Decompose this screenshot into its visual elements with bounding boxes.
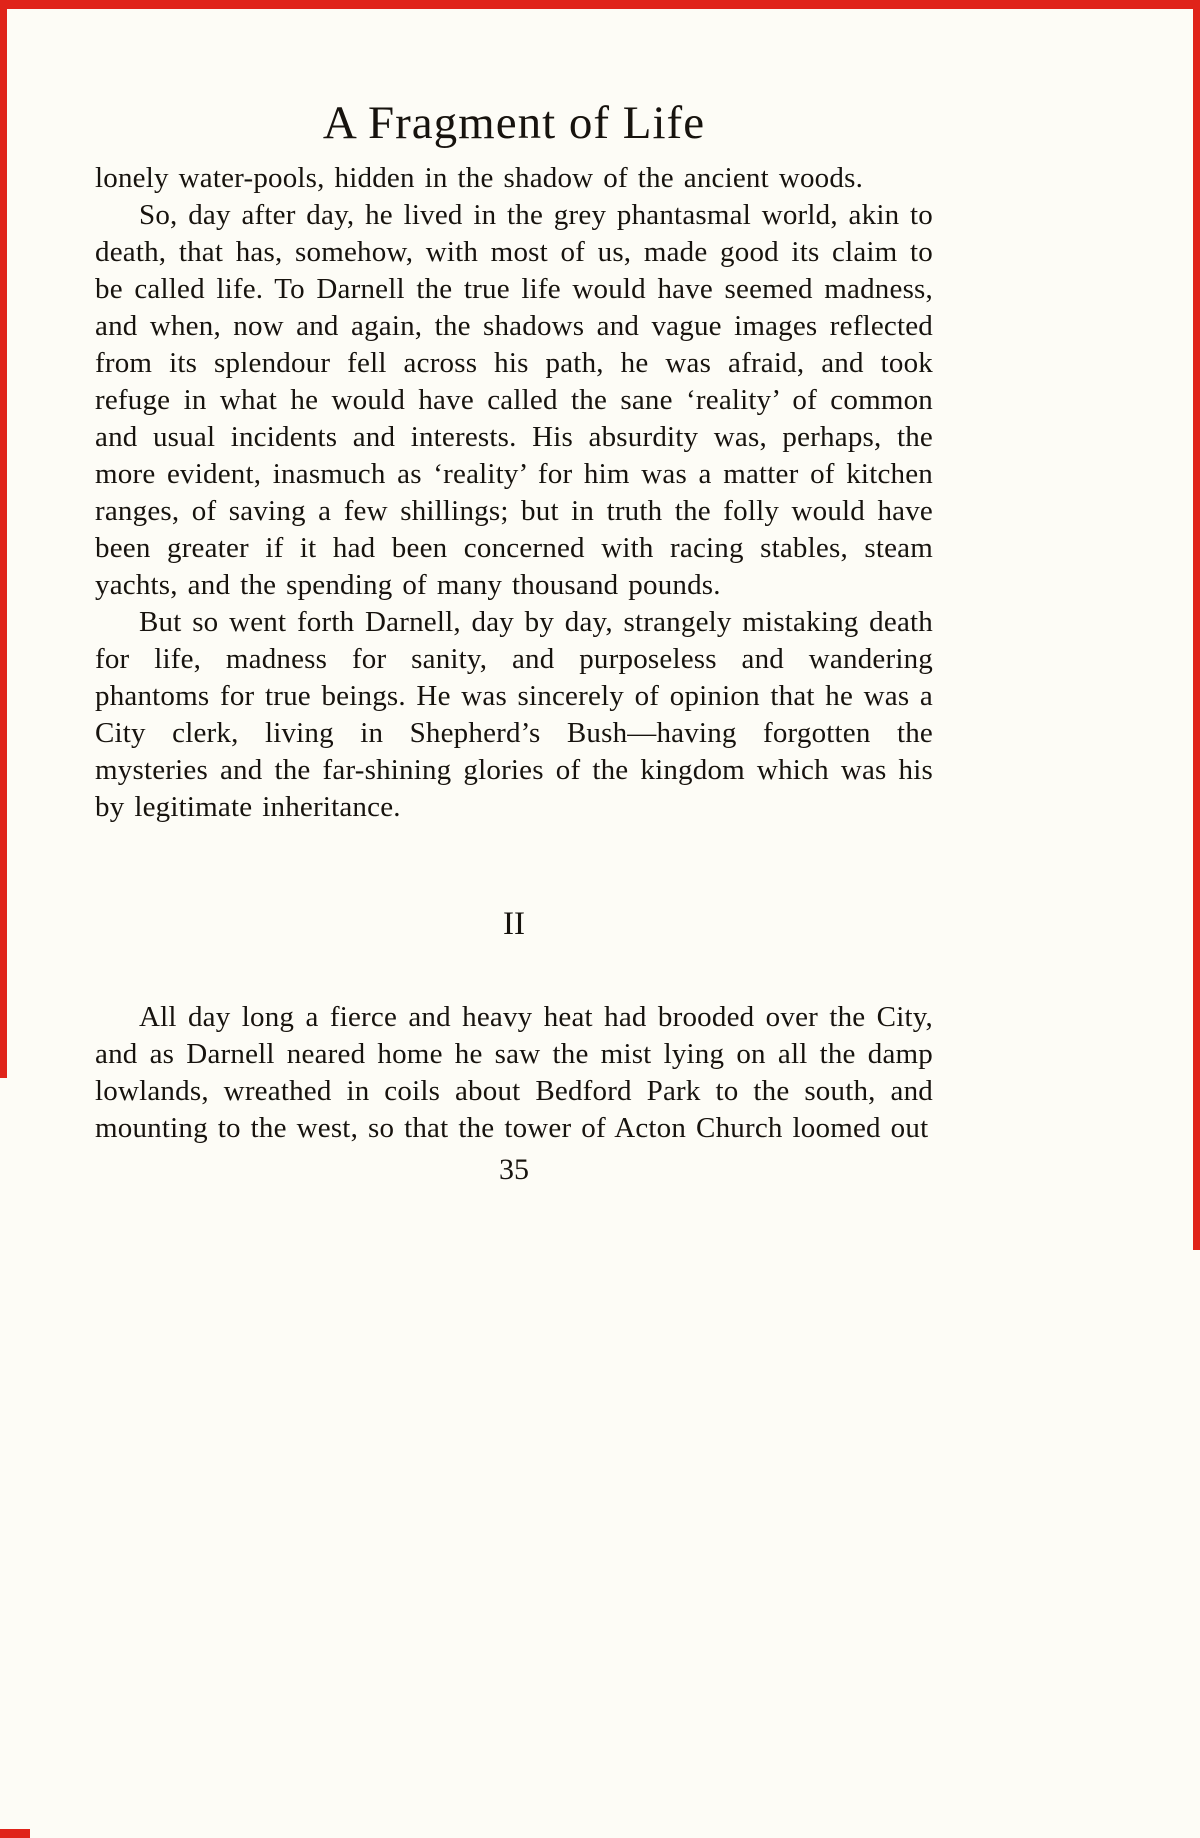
scan-edge-bottom-left [0, 1829, 30, 1838]
section-heading: II [503, 906, 525, 942]
paragraph-continuation: lonely water-pools, hidden in the shadow of the ancient woods. [95, 162, 864, 194]
scan-edge-right [1193, 0, 1200, 1250]
paragraph: So, day after day, he lived in the grey phantasmal world, akin to death, that has, somehow, with most of us, made good its claim to be called life. To Darnell the true life would have seemed madness, and when, now and again, the shadows and vague images reflected from its splendour fell across his path, he was afraid, and took refuge in what he would have called the sane ‘reality’ of common and usual incidents and interests. His absurdity was, perhaps, the more evident, inasmuch as ‘reality’ for him was a matter of kitchen ranges, of saving a few shillings; but in truth the folly would have been greater if it had been concerned with racing stables, steam yachts, and the spending of many thousand pounds. [95, 199, 933, 601]
page-title: A Fragment of Life [322, 97, 706, 149]
scan-edge-left [0, 0, 7, 1078]
paragraph: All day long a fierce and heavy heat had brooded over the City, and as Darnell neared home he saw the mist lying on all the damp lowlands, wreathed in coils about Bedford Park to the south, and mounting to the west, so that the tower of Acton Church loomed out [95, 1001, 933, 1144]
page-number: 35 [499, 1153, 529, 1186]
scan-edge-top [0, 0, 1200, 9]
paragraph: But so went forth Darnell, day by day, strangely mistaking death for life, madness for sanity, and purposeless and wandering phantoms for true beings. He was sincerely of opinion that he was a City clerk, living in Shepherd’s Bush—having forgotten the mysteries and the far-shining glories of the kingdom which was his by legitimate inheritance. [95, 606, 933, 823]
page-content [95, 96, 933, 1187]
